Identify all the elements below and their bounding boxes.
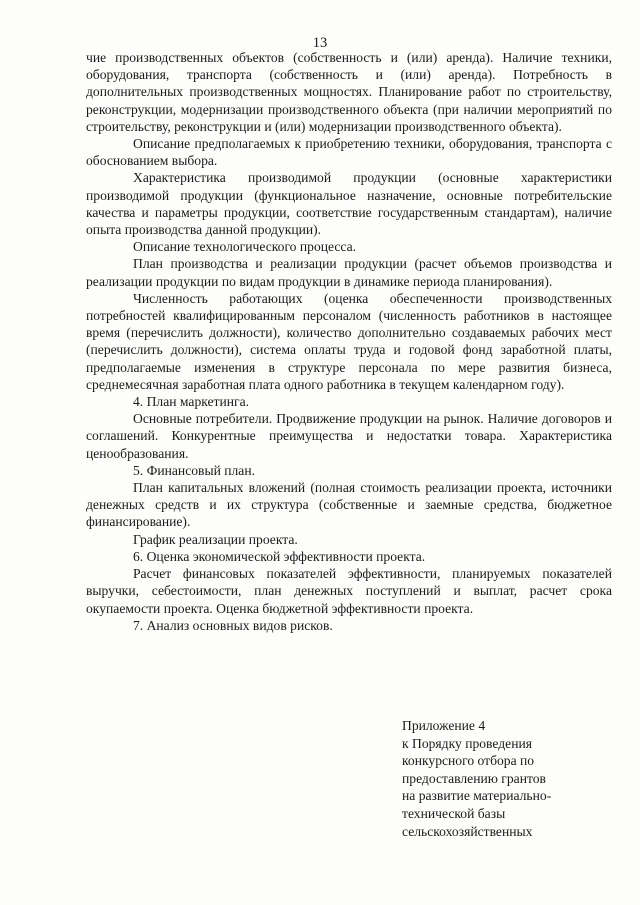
appendix-line: к Порядку проведения: [402, 735, 533, 751]
appendix-line: технической базы: [402, 805, 506, 821]
paragraph-product-characteristics: Характеристика производимой продукции (основные характеристики производимой продукции (функциональное назначение, основные потребительские качества и параметры продукции, соответствие государственным стандартам), наличие опыта производства данной продукции).: [86, 170, 612, 238]
paragraph-staff: Численность работающих (оценка обеспеченности производственных потребностей квалифицированным персоналом (численность работников в настоящее время (перечислить должности), количество дополнительно создаваемых рабочих мест (перечислить должности), система оплаты труда и годовой фонд заработной платы, предполагаемые изменения в структуре персонала по мере развития бизнеса, среднемесячная заработная плата одного работника в текущем календарном году).: [86, 290, 612, 392]
appendix-line: предоставлению грантов: [402, 770, 546, 786]
section-heading-risks: 7. Анализ основных видов рисков.: [133, 617, 333, 633]
section-heading-financial: 5. Финансовый план.: [133, 462, 256, 478]
paragraph-production-plan: План производства и реализации продукции (расчет объемов производства и реализации продукции по видам продукции в динамике периода планирования).: [86, 256, 612, 289]
paragraph-schedule: График реализации проекта.: [133, 531, 298, 547]
appendix-line: конкурсного отбора по: [402, 753, 535, 769]
section-heading-marketing: 4. План маркетинга.: [133, 394, 250, 410]
paragraph-marketing: Основные потребители. Продвижение продукции на рынок. Наличие договоров и соглашений. Конкурентные преимущества и недостатки товара. Характеристика ценообразования.: [86, 411, 612, 461]
paragraph-technological-process: Описание технологического процесса.: [133, 239, 357, 255]
paragraph-efficiency: Расчет финансовых показателей эффективности, планируемых показателей выручки, себестоимости, план денежных поступлений и выплат, расчет срока окупаемости проекта. Оценка бюджетной эффективности проекта.: [86, 566, 612, 616]
paragraph-facilities: чие производственных объектов (собственность и (или) аренда). Наличие техники, оборудования, транспорта (собственность и (или) аренда). Потребность в дополнительных производственных мощностях. Планирование работ по строительству, реконструкции, модернизации производственного объекта (при наличии мероприятий по строительству, реконструкции и (или) модернизации производственного объекта).: [86, 50, 612, 134]
appendix-block: [402, 717, 602, 840]
appendix-line: сельскохозяйственных: [402, 823, 533, 839]
section-heading-efficiency: 6. Оценка экономической эффективности проекта.: [133, 548, 426, 564]
paragraph-capital-investment: План капитальных вложений (полная стоимость реализации проекта, источники денежных средств и их структура (собственные и заемные средства, бюджетное финансирование).: [86, 480, 612, 530]
appendix-line: Приложение 4: [402, 718, 486, 733]
page-number: 13: [312, 35, 328, 51]
paragraph-equipment-description: Описание предполагаемых к приобретению техники, оборудования, транспорта с обоснованием выбора.: [86, 136, 612, 169]
appendix-line: на развитие материально-: [402, 788, 552, 804]
document-body: [86, 49, 612, 634]
